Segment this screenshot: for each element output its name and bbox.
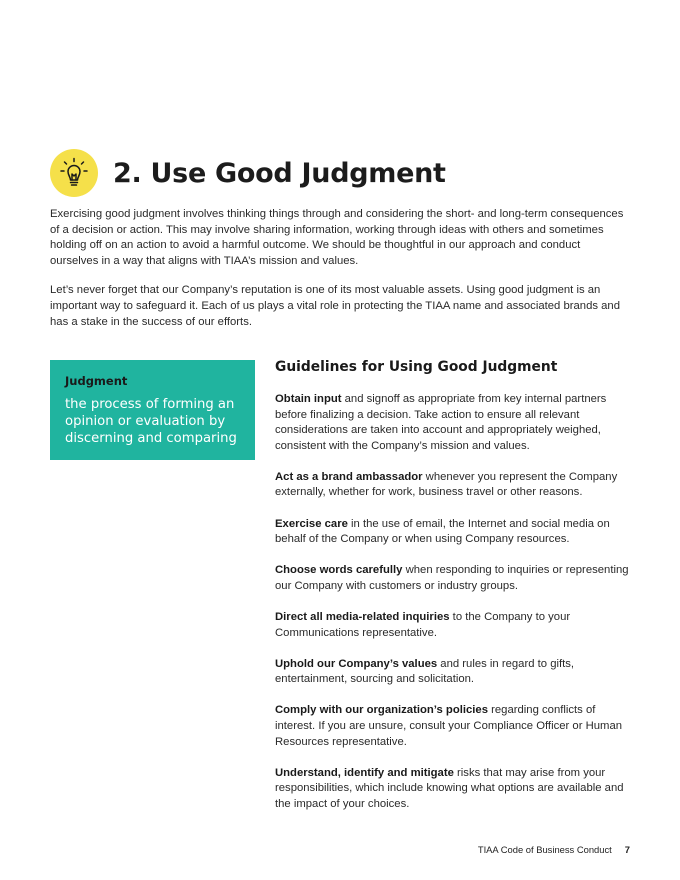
intro-paragraph: Let’s never forget that our Company’s reputation is one of its most valuable assets. Using good judgment is an important way to safeguard it. Each of us plays a vital role in protecting the TIAA name and associated brands and has a stake in the success of our efforts. — [50, 284, 620, 328]
guideline-text: in the use of email, the Internet and social media on behalf of the Company or when using Company resources. — [275, 517, 610, 546]
guideline-lead: Understand, identify and mitigate — [275, 766, 454, 779]
guideline-text: to the Company to your Communications representative. — [275, 610, 571, 639]
guideline-lead: Obtain input — [275, 393, 342, 405]
guideline-item — [275, 517, 635, 548]
guideline-item — [275, 766, 635, 813]
guideline-text: regarding conflicts of interest. If you are unsure, consult your Compliance Officer or Human Resources representative. — [275, 704, 623, 748]
section-header — [50, 146, 446, 200]
guideline-text: and rules in regard to gifts, entertainment, sourcing and solicitation. — [275, 657, 575, 686]
guideline-lead: Exercise care — [275, 517, 348, 530]
guidelines-list — [275, 392, 635, 812]
page-number: 7 — [624, 844, 630, 855]
guideline-item — [275, 392, 635, 454]
definition-term: Judgment — [65, 374, 128, 388]
guideline-text: risks that may arise from your responsibilities, which include knowing what options are available and the impact of your choices. — [275, 766, 624, 810]
guideline-lead: Uphold our Company’s values — [275, 657, 438, 670]
guideline-text: when responding to inquiries or representing our Company with customers or industry groups. — [275, 564, 629, 592]
intro-paragraph: Exercising good judgment involves thinking things through and considering the short- and long-term consequences of a decision or action. This may involve sharing information, working through ideas with others and sometimes holding off on an action to avoid a harmful outcome. We should be thoughtful in our approach and conduct ourselves in a way that aligns with TIAA’s mission and values. — [50, 208, 624, 267]
page-title: 2. Use Good Judgment — [113, 157, 446, 189]
guideline-item — [275, 610, 635, 641]
definition-text: the process of forming an opinion or evaluation by discerning and comparing — [65, 397, 237, 446]
definition-box — [50, 360, 255, 460]
guideline-lead: Act as a brand ambassador — [275, 470, 423, 483]
guideline-item — [275, 657, 635, 688]
guidelines-heading: Guidelines for Using Good Judgment — [275, 359, 558, 375]
lightbulb-badge — [50, 149, 98, 197]
guideline-item — [275, 703, 635, 750]
guideline-item — [275, 470, 635, 501]
intro-section — [50, 207, 630, 344]
footer-doc-title: TIAA Code of Business Conduct — [477, 844, 612, 855]
guideline-text: and signoff as appropriate from key internal partners before finalizing a decision. Take action to ensure all relevant considerations are taken into account and appropriately weighed, consistent with the Company’s mission and values. — [275, 393, 607, 452]
lightbulb-icon — [57, 156, 91, 190]
page-footer — [478, 844, 630, 855]
guideline-text: whenever you represent the Company externally, whether for work, business travel or other reasons. — [275, 470, 618, 499]
guideline-lead: Direct all media-related inquiries — [275, 610, 450, 623]
guidelines-section — [275, 359, 635, 828]
guideline-lead: Comply with our organization’s policies — [275, 704, 488, 717]
guideline-lead: Choose words carefully — [275, 564, 403, 577]
guideline-item — [275, 563, 635, 594]
